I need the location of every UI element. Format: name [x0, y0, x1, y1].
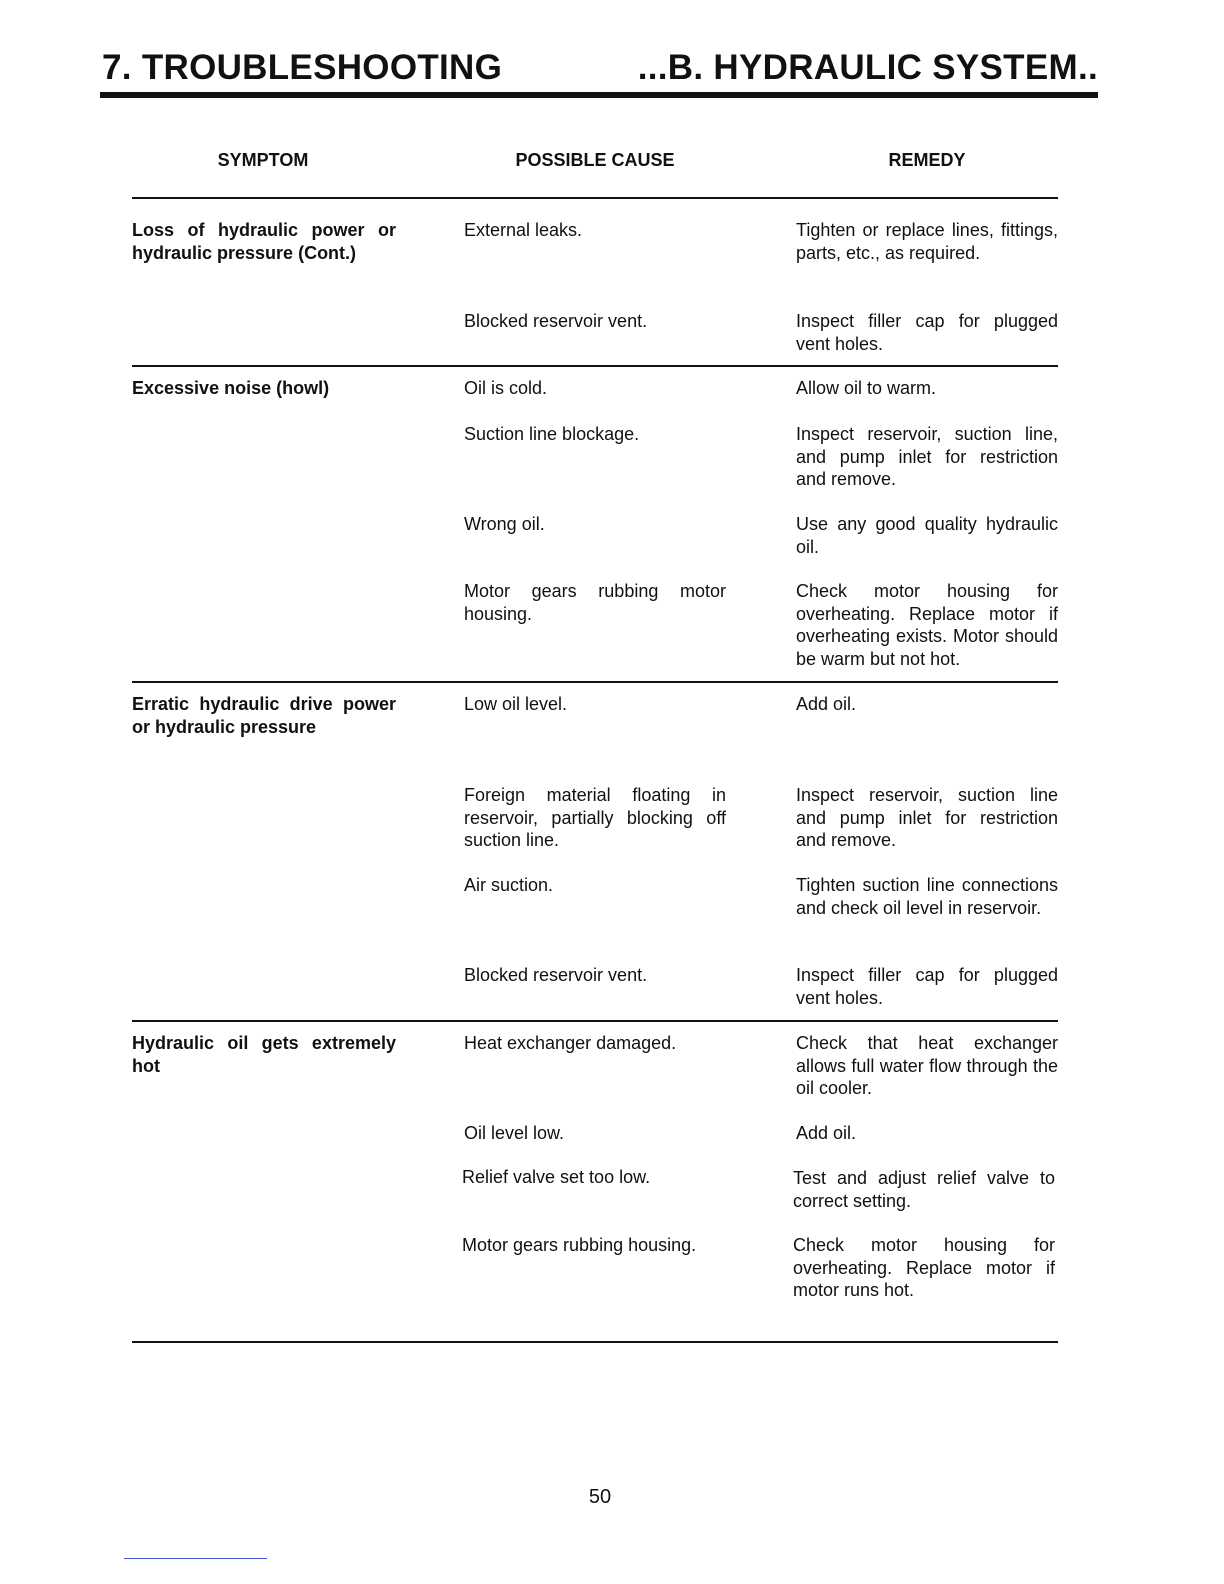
remedy-cell: Inspect reservoir, suction line, and pump inlet for restriction and remove.	[796, 424, 1058, 490]
remedy-cell: Use any good quality hydraulic oil.	[796, 514, 1058, 557]
cause-cell: Motor gears rubbing housing.	[462, 1235, 697, 1255]
cause-cell: Oil is cold.	[464, 378, 548, 398]
column-header-remedy: REMEDY	[888, 150, 966, 170]
table-divider	[132, 681, 1058, 683]
cause-cell: Low oil level.	[464, 694, 568, 714]
remedy-cell: Add oil.	[796, 1123, 857, 1143]
cause-cell: Oil level low.	[464, 1123, 565, 1143]
remedy-cell: Allow oil to warm.	[796, 378, 937, 398]
subsection-title: ...B. HYDRAULIC SYSTEM..	[637, 48, 1098, 87]
cause-cell: Blocked reservoir vent.	[464, 311, 648, 331]
cause-cell: Blocked reservoir vent.	[464, 965, 648, 985]
remedy-cell: Inspect filler cap for plugged vent holes.	[796, 965, 1058, 1008]
page-number: 50	[588, 1486, 612, 1508]
remedy-cell: Check that heat exchanger allows full water flow through the oil cooler.	[796, 1033, 1058, 1099]
section-title: 7. TROUBLESHOOTING	[102, 48, 503, 87]
header-divider	[100, 92, 1098, 98]
table-divider	[132, 365, 1058, 367]
cause-cell: Suction line blockage.	[464, 424, 640, 444]
column-header-cause: POSSIBLE CAUSE	[515, 150, 675, 170]
symptom-cell: Excessive noise (howl)	[132, 378, 330, 398]
cause-cell: Wrong oil.	[464, 514, 545, 534]
cause-cell: External leaks.	[464, 220, 583, 240]
remedy-cell: Check motor housing for overheating. Replace motor if overheating exists. Motor should be warm but not hot.	[796, 581, 1058, 670]
cause-cell: Motor gears rubbing motor housing.	[464, 581, 726, 624]
symptom-cell: Loss of hydraulic power or hydraulic pressure (Cont.)	[132, 220, 396, 263]
remedy-cell: Check motor housing for overheating. Replace motor if motor runs hot.	[793, 1235, 1055, 1301]
remedy-cell: Tighten suction line connections and check oil level in reservoir.	[796, 875, 1058, 918]
remedy-cell: Tighten or replace lines, fittings, parts, etc., as required.	[796, 220, 1058, 263]
table-divider	[132, 197, 1058, 199]
cause-cell: Air suction.	[464, 875, 554, 895]
symptom-cell: Erratic hydraulic drive power or hydraulic pressure	[132, 694, 396, 737]
cause-cell: Relief valve set too low.	[462, 1167, 651, 1187]
remedy-cell: Test and adjust relief valve to correct setting.	[793, 1168, 1055, 1211]
remedy-cell: Add oil.	[796, 694, 857, 714]
table-divider	[132, 1341, 1058, 1343]
page-header	[100, 44, 1098, 92]
column-header-symptom: SYMPTOM	[217, 150, 309, 170]
table-divider	[132, 1020, 1058, 1022]
symptom-cell: Hydraulic oil gets extremely hot	[132, 1033, 396, 1076]
cause-cell: Foreign material floating in reservoir, partially blocking off suction line.	[464, 785, 726, 851]
remedy-cell: Inspect reservoir, suction line and pump inlet for restriction and remove.	[796, 785, 1058, 851]
cause-cell: Heat exchanger damaged.	[464, 1033, 677, 1053]
remedy-cell: Inspect filler cap for plugged vent holes.	[796, 311, 1058, 354]
bottom-edge-line	[124, 1558, 267, 1559]
